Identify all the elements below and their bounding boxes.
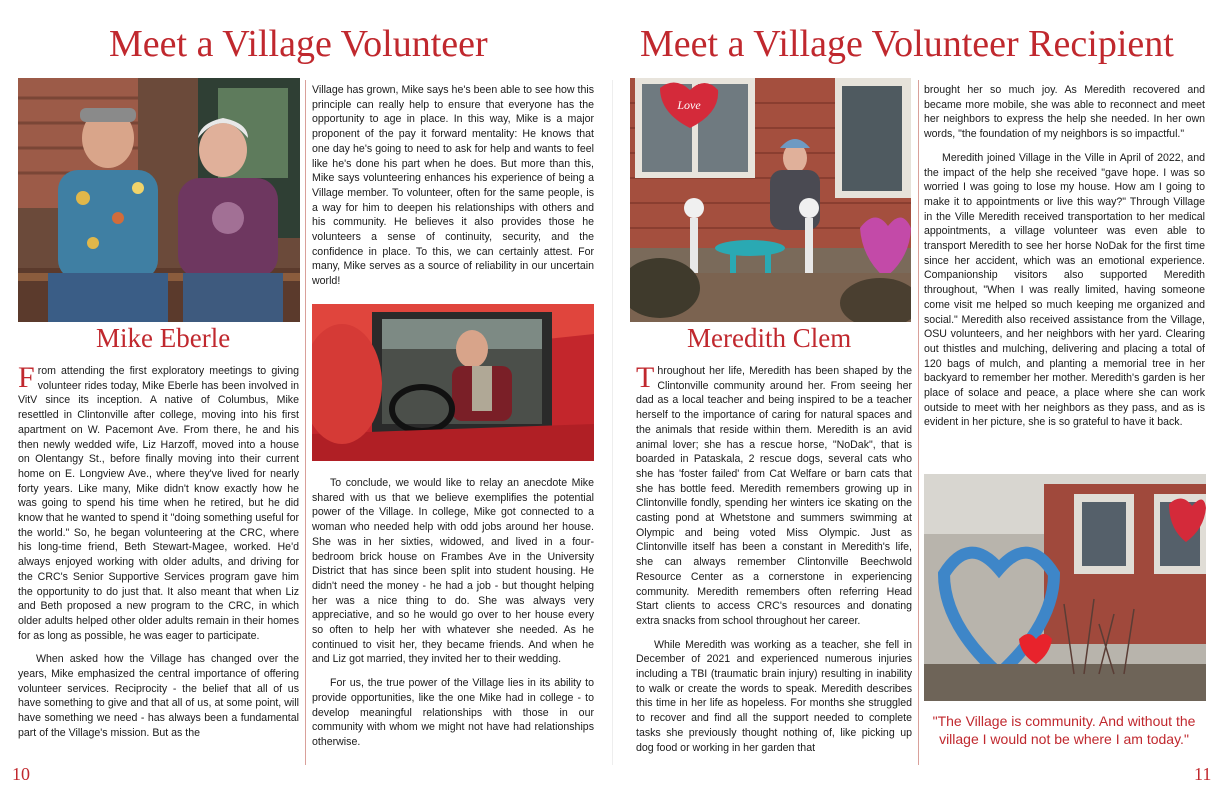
right-person-name: Meredith Clem <box>687 323 852 353</box>
paragraph: Throughout her life, Meredith has been shaped by the Clintonville community around her. From seeing her dad as a local teacher and being inspired to be a teacher herself to the importance of caring for natural spaces and the animals that reside within them. Meredith is an avid animal lover; she has a rescue horse, "NoDak", that is boarded in Pataskala, 2 rescue dogs, several cats who she has 'foster failed' from Cat Welfare or barn cats that she has bottle feed. Meredith remembers growing up in Clintonville fondly, spending her winters ice skating on the casting pond at Whetstone and summers swimming at Olympic and being voted Miss Olympic. Just as Clintonville itself has been a constant in Meredith's life, she can always remember Clintonville Beechwold Resource Center as a cornerstone in experiencing community. Meredith remembers often referring Head Start clients to access CRC's resources and donating extra snacks from school throughout her career. <box>636 361 912 627</box>
mike-and-liz-photo <box>18 78 300 322</box>
right-page-column-1 <box>636 361 912 764</box>
paragraph: For us, the true power of the Village lies in its ability to provide opportunities, like the one Mike had in college - to develop meaningful relationships with those in our community with whom we might not have had relationships otherwise. <box>312 677 594 748</box>
left-page-column-2-top <box>312 83 594 298</box>
left-page-column-2-bottom <box>312 476 594 759</box>
page-gutter <box>612 80 613 765</box>
pull-quote: "The Village is community. And without the village I would not be where I am today." <box>932 713 1196 747</box>
column-divider <box>918 80 919 765</box>
paragraph: When asked how the Village has changed over the years, Mike emphasized the central importance of offering volunteer services. Reciprocity - the belief that all of us have something to give and that all of us, at some point, will have something we need - has always been a fundamental part of the Village's mission. But as the <box>18 653 299 739</box>
right-page-column-2 <box>924 83 1205 439</box>
paragraph: While Meredith was working as a teacher, she fell in December of 2021 and experienced numerous injuries including a TBI (traumatic brain injury) resulting in inability to walk or create the words to speak. Meredith describes this time in her life as hopeless. For months she struggled to recover and find all the support needed to complete tasks she previously thought nothing of, like picking up dog food or working in her garden that <box>636 638 912 754</box>
left-person-name: Mike Eberle <box>96 323 231 353</box>
paragraph: To conclude, we would like to relay an anecdote Mike shared with us that we believe exemplifies the potential power of the Village. In college, Mike got connected to a woman who needed help with odd jobs around her house. She was in her sixties, widowed, and lived in a four-bedroom brick house on Frambes Ave in the University District that has since been split into student housing. He didn't need the money - he had a job - but thought helping her was a nice thing to do. She was always very appreciative, and so he would go over to her house every so often to help her with whatever she needed. As he continued to visit her, they became friends. And when he and Liz got married, they invited her to their wedding. <box>312 477 594 666</box>
heart-garden-photo <box>924 474 1206 701</box>
mike-in-car-photo <box>312 304 594 461</box>
left-page-title: Meet a Village Volunteer <box>109 23 488 65</box>
right-page-title: Meet a Village Volunteer Recipient <box>640 23 1174 65</box>
paragraph: Village has grown, Mike says he's been able to see how this principle can really help to ensure that everyone has the opportunity to age in place. In this way, Mike is a major proponent of the pay it forward mentality: He knows that one day he's going to need to ask for help and wants to feel like he's done his part when he does. But more than this, Mike says volunteering enhances his experience of being a Village member. To volunteer, often for the same people, is a way for him to deepen his relationships with others and his community. He believes it also provides those he volunteers a sense of continuity, security, and the confidence in place. To this, we can certainly attest. For many, Mike serves as a source of reliability in our uncertain world! <box>312 84 594 288</box>
page-number-left: 10 <box>12 764 30 784</box>
page-number-right: 11 <box>1194 764 1212 784</box>
paragraph: From attending the first exploratory meetings to giving volunteer rides today, Mike Eberle has been involved in VitV since its inception. A native of Columbus, Mike resettled in Clintonville after college, moving into his first apartment on W. Pacemont Ave. From there, he and his then newly wedded wife, Liz Harzoff, moved into a house on Olentangy St., before finally moving into their current home on E. Longview Ave., where they've lived for nearly forty years. Like many, Mike didn't know exactly how he was going to spend his time when he retired, but he did know that he wanted to spend it "doing something useful for the world." So, he began volunteering at the CRC, where his long-time friend, Beth Stewart-Magee, worked. He'd always enjoyed working with older adults, and driving for the CRC's Senior Supportive Services program gave him the opportunity to do just that. It also meant that when Liz and Beth proposed a new program to the CRC, in which older adults helped other older adults remain in their homes for as long as possible, he was eager to participate. <box>18 361 299 642</box>
paragraph: brought her so much joy. As Meredith recovered and became more mobile, she was able to reconnect and meet her neighbors to express the help she needed. In her own words, "the foundation of my neighbors is so impactful." <box>924 84 1205 141</box>
left-page-column-1 <box>18 361 299 750</box>
paragraph: Meredith joined Village in the Ville in April of 2022, and the impact of the help she received "gave hope. I was so worried I was going to lose my house. How am I going to make it to appointments or live this way?" Through Village in the Ville Meredith received transportation to her medical appointments, a village volunteer was even able to transport Meredith to see her horse NoDak for the first time since her accident, which was an emotional experience. Companionship visitors also supported Meredith throughout, "When I was really limited, having someone come visit me helped so much keeping me organized and social." Meredith also received assistance from the Village, OSU volunteers, and her neighbors with her yard. Clearing out thistles and mulching, delivering and placing a total of 120 bags of mulch, and planting a memorial tree in her backyard to remember her mother. Meredith's garden is her place of solace and peace, a place where she can work outside to meet with her neighbors as they pass, and as is evident in her picture, she is so grateful to have it back. <box>924 151 1205 429</box>
meredith-garden-photo <box>630 78 911 322</box>
heart-sign-text: Love <box>677 98 701 112</box>
column-divider <box>305 80 306 765</box>
